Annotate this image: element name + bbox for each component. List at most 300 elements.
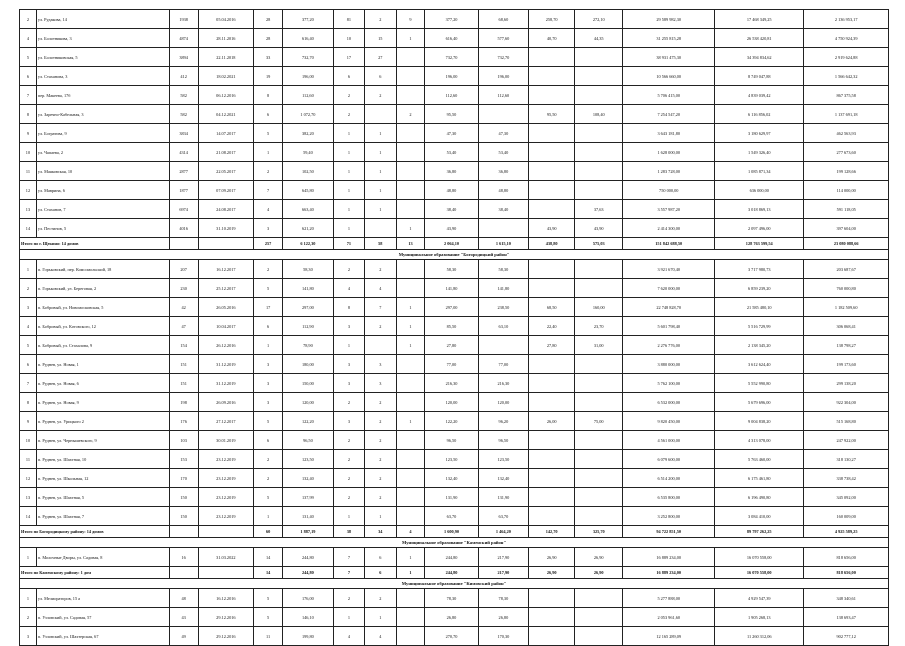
- table-cell: [529, 279, 575, 298]
- table-cell: 297,00: [283, 298, 334, 317]
- table-cell: 95,50: [529, 105, 575, 124]
- table-cell: 14: [20, 219, 37, 238]
- table-cell: 142,70: [529, 526, 575, 538]
- table-cell: 7 254 547,20: [623, 105, 715, 124]
- table-cell: 5: [254, 124, 283, 143]
- table-cell: 325,70: [575, 526, 623, 538]
- table-cell: 3 252 800,00: [623, 507, 715, 526]
- table-cell: [396, 627, 425, 646]
- table-cell: [575, 181, 623, 200]
- table-cell: ул. Чапаева, 2: [36, 143, 169, 162]
- table-cell: 2: [365, 393, 396, 412]
- table-cell: 77,00: [478, 355, 529, 374]
- table-cell: 4: [254, 200, 283, 219]
- table-cell: 60: [254, 526, 283, 538]
- table-cell: 818 656,00: [804, 567, 889, 579]
- table-cell: 16.12.2016: [198, 589, 254, 608]
- table-cell: 10: [20, 143, 37, 162]
- table-cell: 10.04.2017: [198, 317, 254, 336]
- table-cell: п. Руднев, ул. Шахтная, 10: [36, 450, 169, 469]
- table-cell: 58,30: [425, 260, 478, 279]
- table-cell: 1 085 871,34: [715, 162, 804, 181]
- table-cell: 3: [333, 317, 364, 336]
- table-row: [20, 86, 889, 105]
- table-cell: 5 679 696,00: [715, 393, 804, 412]
- table-cell: 11 260 312,06: [715, 627, 804, 646]
- table-cell: 3: [254, 393, 283, 412]
- table-row: [20, 279, 889, 298]
- table-cell: 7: [333, 567, 364, 579]
- table-cell: 31,00: [575, 336, 623, 355]
- table-cell: 216,30: [478, 374, 529, 393]
- table-cell: 1 464,20: [478, 526, 529, 538]
- table-cell: 9: [20, 124, 37, 143]
- table-cell: 89 797 262,25: [715, 526, 804, 538]
- table-cell: 2: [396, 105, 425, 124]
- table-cell: 153: [169, 450, 198, 469]
- table-cell: 31.10.2019: [198, 219, 254, 238]
- table-cell: 3: [365, 355, 396, 374]
- table-cell: 71: [333, 238, 364, 250]
- table-cell: 7: [365, 298, 396, 317]
- table-row: [20, 143, 889, 162]
- table-cell: [575, 507, 623, 526]
- table-cell: 217,90: [478, 548, 529, 567]
- table-cell: 47,30: [425, 124, 478, 143]
- table-cell: 31.12.2019: [198, 355, 254, 374]
- table-cell: 297,00: [425, 298, 478, 317]
- table-cell: 2: [254, 260, 283, 279]
- table-cell: 43: [169, 608, 198, 627]
- table-cell: 270,70: [425, 627, 478, 646]
- table-cell: 2 064,10: [425, 238, 478, 250]
- table-cell: 8: [20, 105, 37, 124]
- table-cell: 23.12.2019: [198, 450, 254, 469]
- table-cell: 2: [20, 10, 37, 29]
- table-cell: [396, 488, 425, 507]
- table-cell: 203 687,67: [804, 260, 889, 279]
- table-cell: 131,90: [425, 488, 478, 507]
- table-cell: 2: [365, 317, 396, 336]
- table-cell: 4 839 039,42: [715, 86, 804, 105]
- table-cell: п. Руднев, ул. Урицкого 2: [36, 412, 169, 431]
- table-cell: 26,80: [478, 608, 529, 627]
- table-cell: [365, 336, 396, 355]
- table-cell: 338 738,42: [804, 469, 889, 488]
- table-cell: 07.09.2017: [198, 181, 254, 200]
- table-row: [20, 355, 889, 374]
- table-cell: 26.05.2016: [198, 298, 254, 317]
- table-cell: 44,35: [575, 29, 623, 48]
- table-cell: 11: [20, 162, 37, 181]
- table-cell: [575, 393, 623, 412]
- table-row: [20, 162, 889, 181]
- table-cell: ул. Маяковская, 10: [36, 162, 169, 181]
- table-cell: 78,30: [425, 589, 478, 608]
- table-cell: 96,50: [478, 431, 529, 450]
- table-cell: 3: [20, 298, 37, 317]
- table-cell: 30.01.2019: [198, 431, 254, 450]
- table-cell: [575, 260, 623, 279]
- table-cell: 48,80: [425, 181, 478, 200]
- table-cell: 199 128,66: [804, 162, 889, 181]
- table-cell: 6 859 239,20: [715, 279, 804, 298]
- table-cell: 22,40: [529, 317, 575, 336]
- table-cell: 6 514 200,00: [623, 469, 715, 488]
- table-cell: 217,90: [478, 567, 529, 579]
- section-title: Муниципальное образование "Богородицкий район": [20, 250, 889, 260]
- table-cell: 2: [333, 488, 364, 507]
- table-cell: 2: [333, 450, 364, 469]
- table-cell: 6 532 000,00: [623, 393, 715, 412]
- table-cell: 27,80: [529, 336, 575, 355]
- table-cell: 12: [20, 469, 37, 488]
- table-cell: 63,10: [478, 317, 529, 336]
- table-cell: [529, 260, 575, 279]
- table-cell: 24.08.2017: [198, 200, 254, 219]
- table-cell: 258,70: [529, 10, 575, 29]
- table-cell: [396, 450, 425, 469]
- table-cell: [396, 162, 425, 181]
- table-cell: 123,50: [425, 450, 478, 469]
- table-cell: [396, 260, 425, 279]
- table-cell: 06.12.2016: [198, 86, 254, 105]
- table-cell: 58,30: [283, 260, 334, 279]
- table-cell: 1 072,70: [283, 105, 334, 124]
- table-cell: 196,00: [478, 67, 529, 86]
- table-cell: 5 706 415,00: [623, 86, 715, 105]
- table-cell: 23 080 088,66: [804, 238, 889, 250]
- table-cell: 1: [365, 124, 396, 143]
- table-cell: 122,20: [283, 412, 334, 431]
- table-cell: 17: [254, 298, 283, 317]
- table-cell: [396, 374, 425, 393]
- table-cell: 3: [254, 374, 283, 393]
- table-cell: 120,00: [283, 393, 334, 412]
- table-cell: 2: [365, 412, 396, 431]
- table-cell: 230: [169, 279, 198, 298]
- table-cell: 6 079 600,00: [623, 450, 715, 469]
- table-cell: 96,20: [478, 412, 529, 431]
- table-cell: 318 130,27: [804, 450, 889, 469]
- table-cell: 2: [333, 469, 364, 488]
- table-cell: 1: [365, 162, 396, 181]
- table-cell: 3: [333, 374, 364, 393]
- table-cell: [365, 105, 396, 124]
- table-cell: 150: [169, 488, 198, 507]
- table-cell: [575, 162, 623, 181]
- table-cell: 122,20: [425, 412, 478, 431]
- table-cell: [198, 526, 254, 538]
- table-cell: 112,60: [478, 86, 529, 105]
- table-cell: 85,50: [425, 317, 478, 336]
- table-cell: 170: [169, 469, 198, 488]
- table-cell: 1: [333, 219, 364, 238]
- table-cell: 1: [254, 507, 283, 526]
- table-cell: 1: [20, 548, 37, 567]
- table-cell: 141,80: [478, 279, 529, 298]
- table-cell: 151: [169, 355, 198, 374]
- table-cell: 3: [365, 374, 396, 393]
- table-cell: 96,50: [425, 431, 478, 450]
- table-cell: 141,80: [425, 279, 478, 298]
- table-cell: 5 277 888,00: [623, 589, 715, 608]
- table-cell: ул. Пестинов, 5: [36, 219, 169, 238]
- table-cell: 272,10: [575, 10, 623, 29]
- table-cell: 11: [20, 450, 37, 469]
- table-cell: 645,80: [283, 181, 334, 200]
- section-header-row: [20, 538, 889, 548]
- table-cell: 8: [20, 393, 37, 412]
- table-row: [20, 393, 889, 412]
- table-cell: 26.12.2016: [198, 336, 254, 355]
- table-cell: 1: [254, 143, 283, 162]
- housing-table: [19, 9, 889, 646]
- table-cell: 137,99: [283, 488, 334, 507]
- table-cell: 818 656,00: [804, 548, 889, 567]
- table-cell: 591 118,05: [804, 200, 889, 219]
- table-cell: 9: [20, 412, 37, 431]
- table-cell: [529, 374, 575, 393]
- table-cell: [198, 567, 254, 579]
- table-cell: 154: [169, 336, 198, 355]
- table-cell: 257: [254, 238, 283, 250]
- table-cell: 11: [254, 627, 283, 646]
- table-row: [20, 219, 889, 238]
- table-cell: 244,80: [425, 548, 478, 567]
- table-cell: 5: [254, 412, 283, 431]
- table-cell: 1: [396, 298, 425, 317]
- table-cell: 40,70: [529, 29, 575, 48]
- table-cell: 3 717 980,73: [715, 260, 804, 279]
- table-cell: 9 820 450,00: [623, 412, 715, 431]
- table-cell: 438,80: [529, 238, 575, 250]
- table-cell: 15: [365, 29, 396, 48]
- table-cell: 3 084 410,00: [715, 507, 804, 526]
- table-cell: 1: [333, 124, 364, 143]
- table-cell: [575, 124, 623, 143]
- table-cell: 7: [254, 181, 283, 200]
- table-cell: 53,40: [425, 143, 478, 162]
- table-cell: 2: [365, 488, 396, 507]
- table-cell: [396, 589, 425, 608]
- table-cell: 6 116 856,02: [715, 105, 804, 124]
- table-cell: 1 887,19: [283, 526, 334, 538]
- table-cell: 34: [365, 526, 396, 538]
- table-cell: 68,60: [478, 10, 529, 29]
- table-cell: 23.12.2019: [198, 507, 254, 526]
- table-cell: 4: [365, 279, 396, 298]
- table-cell: 4: [333, 279, 364, 298]
- table-cell: [396, 143, 425, 162]
- table-cell: 922 304,00: [804, 393, 889, 412]
- table-cell: [198, 238, 254, 250]
- table-row: [20, 48, 889, 67]
- table-cell: 78,90: [283, 336, 334, 355]
- table-cell: 5: [20, 336, 37, 355]
- table-cell: 77,00: [425, 355, 478, 374]
- table-cell: 1: [365, 608, 396, 627]
- table-cell: 1 566 642,32: [804, 67, 889, 86]
- table-cell: 3834: [169, 124, 198, 143]
- table-cell: [478, 336, 529, 355]
- table-cell: 26,90: [529, 567, 575, 579]
- table-cell: 96,50: [283, 431, 334, 450]
- table-cell: 16 889 234,00: [623, 567, 715, 579]
- table-cell: 16: [169, 548, 198, 567]
- table-cell: 170,30: [478, 627, 529, 646]
- table-cell: 2: [365, 10, 396, 29]
- table-cell: 8 749 047,88: [715, 67, 804, 86]
- table-cell: 1: [333, 608, 364, 627]
- table-cell: 6 175 461,80: [715, 469, 804, 488]
- table-cell: 28: [254, 29, 283, 48]
- table-cell: ул. Заречно-Кабельная, 3: [36, 105, 169, 124]
- table-row: [20, 181, 889, 200]
- table-cell: 18.02.2021: [198, 67, 254, 86]
- table-cell: 23.12.2019: [198, 488, 254, 507]
- table-cell: 1: [396, 412, 425, 431]
- table-cell: п. Руднев, ул. Шахтная, 7: [36, 507, 169, 526]
- table-cell: 7: [20, 374, 37, 393]
- table-cell: 132,40: [478, 469, 529, 488]
- table-cell: [575, 48, 623, 67]
- table-cell: 6: [365, 548, 396, 567]
- table-cell: 1: [333, 336, 364, 355]
- table-cell: 3: [333, 412, 364, 431]
- table-cell: 306 068,41: [804, 317, 889, 336]
- table-row: [20, 627, 889, 646]
- table-cell: 7 620 000,00: [623, 279, 715, 298]
- table-cell: [529, 469, 575, 488]
- table-cell: [529, 67, 575, 86]
- table-cell: 577,60: [478, 29, 529, 48]
- table-cell: п. Горьковский, пер. Комсомольский, 18: [36, 260, 169, 279]
- table-cell: [529, 589, 575, 608]
- table-cell: 21 585 480,10: [715, 298, 804, 317]
- table-cell: [365, 219, 396, 238]
- table-cell: 26,90: [529, 548, 575, 567]
- table-cell: 131,40: [283, 507, 334, 526]
- table-cell: 196,00: [283, 67, 334, 86]
- table-cell: 2: [333, 431, 364, 450]
- table-cell: 6: [254, 431, 283, 450]
- table-cell: 6: [365, 67, 396, 86]
- table-cell: 53,40: [478, 143, 529, 162]
- table-cell: 28.11.2016: [198, 29, 254, 48]
- table-cell: п. Бобровый, ул. Стахалова, 9: [36, 336, 169, 355]
- table-cell: 244,80: [425, 567, 478, 579]
- table-cell: 1938: [169, 10, 198, 29]
- table-cell: пер. Макеева, 17б: [36, 86, 169, 105]
- table-cell: 23.12.2019: [198, 469, 254, 488]
- table-cell: 3 880 000,00: [623, 355, 715, 374]
- table-cell: 37,63: [575, 200, 623, 219]
- table-cell: 1: [20, 589, 37, 608]
- table-cell: 377,20: [425, 10, 478, 29]
- table-cell: [396, 48, 425, 67]
- table-cell: 5 762 100,00: [623, 374, 715, 393]
- table-cell: ул. Маврина, 6: [36, 181, 169, 200]
- table-cell: 42: [169, 298, 198, 317]
- table-cell: ул. Богратова, 9: [36, 124, 169, 143]
- table-cell: [575, 608, 623, 627]
- table-cell: 8: [254, 86, 283, 105]
- table-cell: 58,30: [478, 260, 529, 279]
- table-cell: 4016: [169, 219, 198, 238]
- table-cell: [169, 567, 198, 579]
- table-cell: 3 921 670,40: [623, 260, 715, 279]
- table-cell: 10: [20, 431, 37, 450]
- table-cell: [396, 608, 425, 627]
- table-cell: 31 255 815,28: [623, 29, 715, 48]
- table-cell: [529, 627, 575, 646]
- table-cell: 151: [169, 374, 198, 393]
- table-cell: п. Руднев, ул. Шахтная, 5: [36, 488, 169, 507]
- table-cell: п. Руднев, ул. Школьная, 12: [36, 469, 169, 488]
- table-cell: 63,70: [425, 507, 478, 526]
- table-cell: [529, 143, 575, 162]
- table-cell: 238,50: [478, 298, 529, 317]
- table-cell: 10 566 660,00: [623, 67, 715, 86]
- table-cell: 1 615,10: [478, 238, 529, 250]
- table-cell: 43,90: [425, 219, 478, 238]
- table-cell: 760 000,80: [804, 279, 889, 298]
- table-cell: 36,80: [425, 162, 478, 181]
- table-cell: 25.12.2017: [198, 279, 254, 298]
- table-cell: 22.05.2017: [198, 162, 254, 181]
- table-cell: 1: [333, 507, 364, 526]
- table-cell: 6974: [169, 200, 198, 219]
- table-cell: 112,90: [283, 317, 334, 336]
- table-cell: [396, 279, 425, 298]
- table-cell: 1 137 691,18: [804, 105, 889, 124]
- table-cell: 1: [333, 143, 364, 162]
- table-cell: 5 763 460,00: [715, 450, 804, 469]
- table-cell: 2 276 776,00: [623, 336, 715, 355]
- table-cell: 3: [254, 355, 283, 374]
- table-cell: 616,40: [425, 29, 478, 48]
- table-cell: 176,00: [283, 589, 334, 608]
- table-cell: п. Руднев, ул. Чернышевского, 9: [36, 431, 169, 450]
- table-cell: 48,80: [478, 181, 529, 200]
- table-cell: [575, 86, 623, 105]
- section-title: Муниципальное образование "Кимовский район": [20, 579, 889, 589]
- table-cell: 3894: [169, 48, 198, 67]
- table-cell: 1: [333, 181, 364, 200]
- table-cell: 1877: [169, 181, 198, 200]
- table-cell: 150,00: [283, 374, 334, 393]
- table-cell: [575, 627, 623, 646]
- table-row: [20, 431, 889, 450]
- table-cell: 5 601 798,40: [623, 317, 715, 336]
- table-cell: 132,40: [283, 469, 334, 488]
- table-cell: п. Молочные Дворы, ул. Садовая, 8: [36, 548, 169, 567]
- table-cell: 1: [396, 336, 425, 355]
- table-cell: 6 122,30: [283, 238, 334, 250]
- table-cell: 138 798,27: [804, 336, 889, 355]
- table-row: [20, 105, 889, 124]
- table-cell: ул. Рудакова, 14: [36, 10, 169, 29]
- table-cell: 26,00: [529, 412, 575, 431]
- table-cell: 2: [333, 105, 364, 124]
- table-cell: 43,90: [529, 219, 575, 238]
- section-header-row: [20, 579, 889, 589]
- table-cell: 1 628 000,00: [623, 143, 715, 162]
- table-cell: 33: [254, 48, 283, 67]
- table-cell: 27.12.2017: [198, 412, 254, 431]
- table-cell: [575, 67, 623, 86]
